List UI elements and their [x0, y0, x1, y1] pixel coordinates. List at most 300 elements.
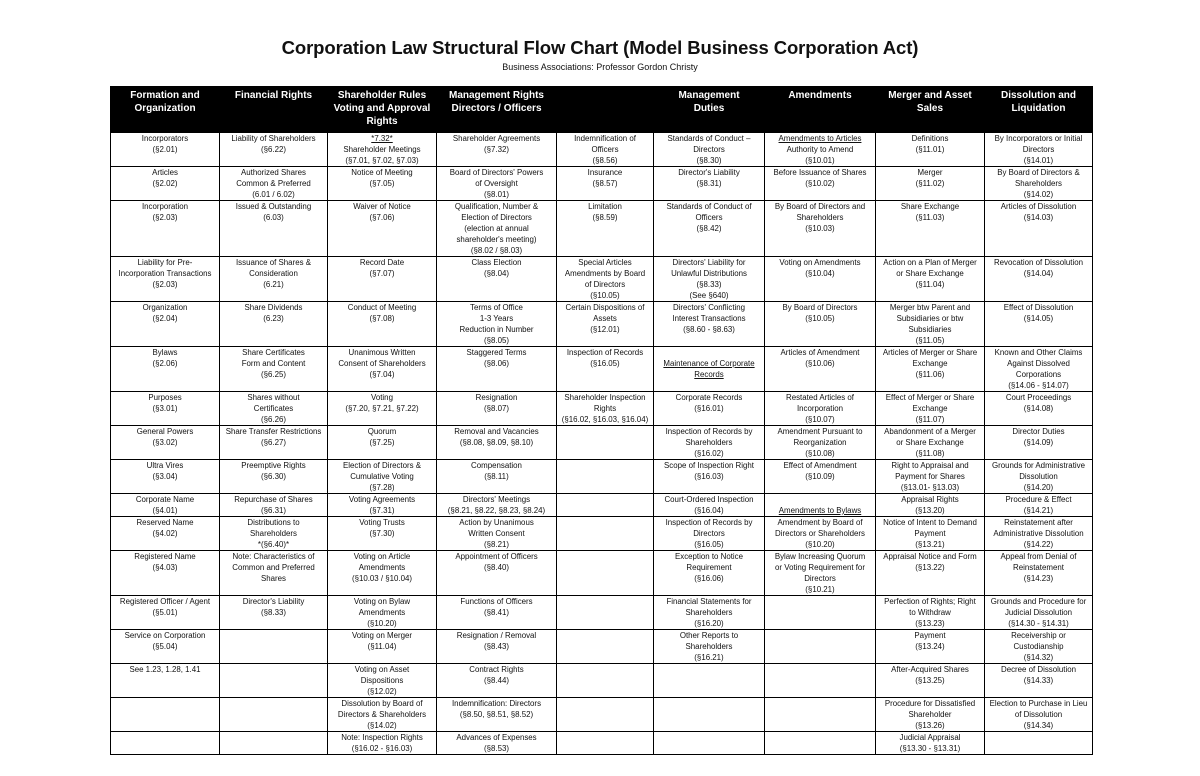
- cell-text: Record Date (§7.07): [359, 258, 405, 278]
- table-row: [111, 698, 1093, 732]
- table-cell: [328, 257, 437, 302]
- cell-text: Receivership or Custodianship (§14.32): [1011, 631, 1066, 662]
- cell-text: Appraisal Notice and Form (§13.22): [883, 552, 977, 572]
- cell-text: Bylaw Increasing Quorum or Voting Requirement for Directors (§10.21): [774, 552, 866, 594]
- table-cell: [437, 460, 557, 494]
- table-cell: [765, 133, 876, 167]
- cell-text: Inspection of Records (§16.05): [566, 348, 644, 368]
- cell-text: Voting on Article Amendments (§10.03 / §10.04): [351, 552, 413, 583]
- table-cell: [557, 302, 654, 347]
- table-cell: [876, 551, 985, 596]
- cell-text: By Board of Directors & Shareholders (§14.02): [997, 168, 1080, 199]
- cell-text: Maintenance of Corporate Records: [663, 359, 755, 379]
- table-cell: [220, 347, 328, 392]
- cell-text: Inspection of Records by Shareholders (§16.02): [665, 427, 753, 458]
- cell-text: Articles of Dissolution (§14.03): [1000, 202, 1077, 222]
- table-cell: [985, 732, 1093, 755]
- cell-text: By Board of Directors (§10.05): [782, 303, 858, 323]
- table-cell: [876, 494, 985, 517]
- table-cell: [557, 426, 654, 460]
- cell-text: Known and Other Claims Against Dissolved Corporations (§14.06 - §14.07): [994, 348, 1083, 390]
- table-row: [111, 302, 1093, 347]
- cell-text: Note: Inspection Rights (§16.02 - §16.03): [341, 733, 423, 753]
- cell-text: Quorum (§7.25): [367, 427, 397, 447]
- table-cell: [111, 732, 220, 755]
- table-body: [111, 133, 1093, 755]
- table-cell: [220, 201, 328, 257]
- column-header: [328, 87, 437, 133]
- cell-text: Staggered Terms (§8.06): [466, 348, 527, 368]
- cell-text: Action by Unanimous Written Consent (§8.21): [459, 518, 534, 549]
- table-cell: [876, 347, 985, 392]
- table-cell: [876, 664, 985, 698]
- table-cell: [876, 460, 985, 494]
- table-cell: [765, 732, 876, 755]
- table-cell: [765, 167, 876, 201]
- cell-text: Before Issuance of Shares (§10.02): [773, 168, 867, 188]
- column-header: [111, 87, 220, 133]
- cell-text: Effect of Dissolution (§14.05): [1003, 303, 1074, 323]
- cell-text: Bylaws (§2.06): [152, 348, 178, 368]
- table-cell: [437, 392, 557, 426]
- table-row: [111, 392, 1093, 426]
- cell-text: Voting Agreements (§7.31): [348, 495, 416, 515]
- cell-text: Corporate Name (§4.01): [135, 495, 195, 515]
- cell-text: Definitions (§11.01): [911, 134, 949, 154]
- table-cell: [328, 732, 437, 755]
- cell-text: Notice of Intent to Demand Payment (§13.21): [883, 518, 977, 549]
- cell-text: Shareholder Inspection Rights (§16.02, §16.03, §16.04): [561, 393, 649, 424]
- cell-text: Director's Liability (§8.31): [678, 168, 740, 188]
- table-cell: [765, 664, 876, 698]
- table-cell: [220, 257, 328, 302]
- column-header: [220, 87, 328, 133]
- cell-text: Share Certificates Form and Content (§6.25): [241, 348, 306, 379]
- table-cell: [654, 494, 765, 517]
- table-cell: [654, 664, 765, 698]
- cell-text: Special Articles Amendments by Board of Directors (§10.05): [564, 258, 646, 300]
- table-cell: [220, 494, 328, 517]
- cell-text: Standards of Conduct of Officers (§8.42): [666, 202, 752, 233]
- table-cell: [220, 551, 328, 596]
- document-subtitle: Business Associations: Professor Gordon Christy: [502, 62, 698, 72]
- table-cell: [765, 347, 876, 392]
- table-cell: [985, 664, 1093, 698]
- table-cell: [765, 596, 876, 630]
- table-cell: [437, 426, 557, 460]
- table-cell: [654, 460, 765, 494]
- table-cell: [654, 302, 765, 347]
- cell-text: Director Duties (§14.09): [1012, 427, 1065, 447]
- cell-text: By Incorporators or Initial Directors (§14.01): [994, 134, 1083, 165]
- cell-text: Procedure for Dissatisfied Shareholder (§13.26): [884, 699, 976, 730]
- table-cell: [985, 426, 1093, 460]
- cell-text: Conduct of Meeting (§7.08): [347, 303, 417, 323]
- cell-text: Voting Trusts (§7.30): [359, 518, 405, 538]
- cell-text: Resignation (§8.07): [475, 393, 518, 413]
- table-cell: [220, 698, 328, 732]
- table-cell: [876, 698, 985, 732]
- table-cell: [111, 302, 220, 347]
- cell-text: Election to Purchase in Lieu of Dissolution (§14.34): [989, 699, 1088, 730]
- cell-text: Election of Directors & Cumulative Voting (§7.28): [342, 461, 422, 492]
- cell-text: Board of Directors' Powers of Oversight (§8.01): [449, 168, 544, 199]
- table-cell: [111, 596, 220, 630]
- table-cell: [328, 698, 437, 732]
- table-cell: [220, 426, 328, 460]
- table-cell: [765, 494, 876, 517]
- cell-text: Judicial Appraisal (§13.30 - §13.31): [899, 733, 961, 753]
- table-cell: [328, 517, 437, 551]
- table-row: [111, 460, 1093, 494]
- cell-text: Standards of Conduct – Directors (§8.30): [667, 134, 751, 165]
- table-cell: [437, 201, 557, 257]
- cell-text: Resignation / Removal (§8.43): [456, 631, 537, 651]
- cell-text: Unanimous Written Consent of Shareholders (§7.04): [338, 348, 426, 379]
- table-cell: [765, 460, 876, 494]
- table-row: [111, 494, 1093, 517]
- table-cell: [557, 698, 654, 732]
- table-cell: [765, 551, 876, 596]
- cell-text: Organization (§2.04): [142, 303, 188, 323]
- column-header: [437, 87, 557, 133]
- cell-text: Certain Dispositions of Assets (§12.01): [565, 303, 645, 334]
- table-cell: [437, 302, 557, 347]
- table-cell: [654, 698, 765, 732]
- table-cell: [654, 426, 765, 460]
- column-header-label: Management Rights Directors / Officers: [448, 90, 544, 114]
- cell-text: After-Acquired Shares (§13.25): [891, 665, 969, 685]
- table-cell: [985, 347, 1093, 392]
- table-cell: [111, 133, 220, 167]
- table-cell: [437, 596, 557, 630]
- cell-text: Restated Articles of Incorporation (§10.07): [786, 393, 854, 424]
- table-row: [111, 167, 1093, 201]
- table-cell: [654, 630, 765, 664]
- column-header-label: Management Duties: [678, 90, 740, 114]
- cell-text: Registered Officer / Agent (§5.01): [119, 597, 211, 617]
- cell-text: Class Election (§8.04): [471, 258, 522, 278]
- table-cell: [220, 133, 328, 167]
- table-cell: [111, 630, 220, 664]
- table-cell: [437, 347, 557, 392]
- table-cell: [328, 201, 437, 257]
- table-cell: [985, 460, 1093, 494]
- cell-text: Note: Characteristics of Common and Preferred Shares: [232, 552, 315, 583]
- cell-text: Articles of Amendment (§10.06): [780, 348, 860, 368]
- table-cell: [437, 494, 557, 517]
- table-row: [111, 201, 1093, 257]
- table-row: [111, 596, 1093, 630]
- table-cell: [557, 460, 654, 494]
- table-cell: [654, 257, 765, 302]
- table-cell: [437, 133, 557, 167]
- table-cell: [654, 596, 765, 630]
- cell-text: Articles (§2.02): [152, 168, 178, 188]
- cell-text: Amendment by Board of Directors or Shareholders (§10.20): [775, 518, 865, 549]
- cell-text: Effect of Merger or Share Exchange (§11.07): [885, 393, 975, 424]
- cell-text: Share Exchange (§11.03): [900, 202, 960, 222]
- table-cell: [985, 698, 1093, 732]
- table-cell: [111, 698, 220, 732]
- table-cell: [985, 517, 1093, 551]
- cell-text: Removal and Vacancies (§8.08, §8.09, §8.10): [454, 427, 539, 447]
- table-cell: [557, 392, 654, 426]
- column-header-label: Formation and Organization: [130, 90, 200, 114]
- table-cell: [111, 167, 220, 201]
- table-cell: [328, 630, 437, 664]
- cell-text: Registered Name (§4.03): [134, 552, 196, 572]
- table-cell: [876, 426, 985, 460]
- column-header: [985, 87, 1093, 133]
- cell-text: Directors' Conflicting Interest Transactions (§8.60 - §8.63): [672, 303, 746, 334]
- cell-text: Voting on Bylaw Amendments (§10.20): [353, 597, 411, 628]
- table-cell: [557, 596, 654, 630]
- table-cell: [876, 201, 985, 257]
- table-cell: [876, 302, 985, 347]
- table-cell: [220, 630, 328, 664]
- table-cell: [654, 732, 765, 755]
- cell-text: Functions of Officers (§8.41): [460, 597, 533, 617]
- table-cell: [111, 664, 220, 698]
- cell-text: Purposes (§3.01): [148, 393, 182, 413]
- cell-text: Director's Liability (§8.33): [242, 597, 305, 617]
- table-cell: [437, 664, 557, 698]
- cell-text: Indemnification of Officers (§8.56): [574, 134, 636, 165]
- table-cell: [328, 302, 437, 347]
- cell-text: Financial Statements for Shareholders (§16.20): [666, 597, 752, 628]
- table-cell: [557, 664, 654, 698]
- cell-text: Perfection of Rights; Right to Withdraw (§13.23): [884, 597, 976, 628]
- cell-text: Contract Rights (§8.44): [469, 665, 524, 685]
- column-header: [654, 87, 765, 133]
- cell-text: Articles of Merger or Share Exchange (§11.06): [882, 348, 978, 379]
- table-cell: [328, 133, 437, 167]
- table-cell: [765, 201, 876, 257]
- cell-text: Advances of Expenses (§8.53): [456, 733, 537, 753]
- cell-text: Voting on Asset Dispositions (§12.02): [354, 665, 410, 696]
- cell-text: Notice of Meeting (§7.05): [351, 168, 413, 188]
- column-header-label: Financial Rights: [234, 90, 313, 101]
- table-cell: [220, 302, 328, 347]
- column-header: [876, 87, 985, 133]
- table-row: [111, 664, 1093, 698]
- table-cell: [328, 347, 437, 392]
- cell-text: Appeal from Denial of Reinstatement (§14.23): [1000, 552, 1077, 583]
- table-cell: [985, 133, 1093, 167]
- cell-text: Shares without Certificates (§6.26): [247, 393, 300, 424]
- cell-text: Incorporators (§2.01): [141, 134, 189, 154]
- cell-text: Ultra Vires (§3.04): [146, 461, 184, 481]
- table-cell: [111, 392, 220, 426]
- table-cell: [876, 596, 985, 630]
- cell-text: Grounds for Administrative Dissolution (§14.20): [992, 461, 1085, 492]
- column-header-label: Merger and Asset Sales: [888, 90, 972, 114]
- table-row: [111, 732, 1093, 755]
- table-cell: [985, 257, 1093, 302]
- cell-text: Liability for Pre- Incorporation Transactions (§2.03): [118, 258, 212, 289]
- table-cell: [437, 698, 557, 732]
- cell-text: Voting on Amendments (§10.04): [779, 258, 861, 278]
- flow-chart-table: [110, 86, 1093, 755]
- table-cell: [985, 494, 1093, 517]
- cell-text: Distributions to Shareholders *(§6.40)*: [247, 518, 300, 549]
- cell-text: Issuance of Shares & Consideration (6.21): [235, 258, 311, 289]
- cell-text: Share Transfer Restrictions (§6.27): [225, 427, 322, 447]
- table-cell: [876, 732, 985, 755]
- cell-text: Abandonment of a Merger or Share Exchange (§11.08): [884, 427, 976, 458]
- table-cell: [111, 426, 220, 460]
- table-cell: [111, 494, 220, 517]
- cell-text: Insurance (§8.57): [587, 168, 623, 188]
- cell-text: Revocation of Dissolution (§14.04): [993, 258, 1084, 278]
- table-cell: [328, 460, 437, 494]
- table-cell: [985, 630, 1093, 664]
- table-cell: [328, 494, 437, 517]
- cell-text: Scope of Inspection Right (§16.03): [664, 461, 754, 481]
- cell-text: Appraisal Rights (§13.20): [901, 495, 959, 515]
- table-cell: [765, 630, 876, 664]
- table-cell: [111, 347, 220, 392]
- table-cell: [437, 732, 557, 755]
- cell-text: Merger btw Parent and Subsidiaries or btw Subsidiaries (§11.05): [889, 303, 971, 345]
- table-cell: [654, 201, 765, 257]
- table-cell: [220, 392, 328, 426]
- table-cell: [437, 551, 557, 596]
- table-cell: [654, 517, 765, 551]
- table-cell: [557, 494, 654, 517]
- table-cell: [654, 551, 765, 596]
- table-cell: [111, 201, 220, 257]
- cell-text: Voting (§7.20, §7.21, §7.22): [345, 393, 419, 413]
- table-cell: [765, 302, 876, 347]
- cell-text: Liability of Shareholders (§6.22): [231, 134, 316, 154]
- cell-text: *7.32* Shareholder Meetings (§7.01, §7.02, §7.03): [343, 134, 421, 165]
- table-cell: [557, 517, 654, 551]
- header-row: [111, 87, 1093, 133]
- table-cell: [220, 664, 328, 698]
- cell-text: Waiver of Notice (§7.06): [353, 202, 411, 222]
- cell-text: Service on Corporation (§5.04): [124, 631, 206, 651]
- table-cell: [654, 167, 765, 201]
- table-cell: [654, 133, 765, 167]
- table-cell: [557, 257, 654, 302]
- table-cell: [765, 392, 876, 426]
- cell-text: Decree of Dissolution (§14.33): [1001, 665, 1076, 685]
- cell-text: Payment (§13.24): [914, 631, 946, 651]
- cell-text: Preemptive Rights (§6.30): [241, 461, 306, 481]
- cell-text: Corporate Records (§16.01): [675, 393, 743, 413]
- table-row: [111, 133, 1093, 167]
- table-cell: [985, 201, 1093, 257]
- cell-text: Appointment of Officers (§8.40): [455, 552, 538, 572]
- table-cell: [220, 517, 328, 551]
- column-header-label: Amendments: [788, 90, 852, 101]
- cell-text: Limitation (§8.59): [588, 202, 622, 222]
- cell-text: Exception to Notice Requirement (§16.06): [675, 552, 743, 583]
- cell-text: Dissolution by Board of Directors & Shareholders (§14.02): [337, 699, 427, 730]
- table-cell: [557, 630, 654, 664]
- table-cell: [111, 517, 220, 551]
- table-cell: [765, 426, 876, 460]
- table-cell: [437, 630, 557, 664]
- cell-text: Authorized Shares Common & Preferred (6.01 / 6.02): [236, 168, 311, 199]
- cell-text: Shareholder Agreements (§7.32): [452, 134, 541, 154]
- cell-text: See 1.23, 1.28, 1.41: [129, 665, 201, 674]
- table-cell: [220, 596, 328, 630]
- table-cell: [765, 257, 876, 302]
- cell-text: Amendment Pursuant to Reorganization (§10.08): [777, 427, 863, 458]
- table-cell: [765, 517, 876, 551]
- column-header: [765, 87, 876, 133]
- table-cell: [876, 392, 985, 426]
- table-cell: [111, 257, 220, 302]
- cell-text: Directors' Liability for Unlawful Distributions (§8.33) (See §640): [671, 258, 747, 300]
- table-cell: [437, 517, 557, 551]
- table-cell: [765, 698, 876, 732]
- table-cell: [985, 596, 1093, 630]
- table-cell: [328, 167, 437, 201]
- table-row: [111, 551, 1093, 596]
- cell-text: Qualification, Number & Election of Directors (election at annual shareholder's meeting) (§8.02 / §8.03): [454, 202, 539, 255]
- table-cell: [985, 392, 1093, 426]
- table-row: [111, 426, 1093, 460]
- table-cell: [557, 167, 654, 201]
- table-cell: [328, 426, 437, 460]
- cell-text: Voting on Merger (§11.04): [351, 631, 413, 651]
- table-cell: [985, 167, 1093, 201]
- table-cell: [876, 167, 985, 201]
- table-cell: [557, 347, 654, 392]
- cell-text: Share Dividends (6.23): [244, 303, 303, 323]
- cell-text: Terms of Office 1-3 Years Reduction in Number (§8.05): [459, 303, 534, 345]
- cell-text: Merger (§11.02): [915, 168, 945, 188]
- table-cell: [654, 347, 765, 392]
- column-header: [557, 87, 654, 133]
- cell-text: Issued & Outstanding (6.03): [235, 202, 312, 222]
- table-cell: [437, 167, 557, 201]
- cell-text: Indemnification: Directors (§8.50, §8.51, §8.52): [451, 699, 542, 719]
- cell-text: Right to Appraisal and Payment for Shares (§13.01- §13.03): [891, 461, 969, 492]
- table-cell: [220, 732, 328, 755]
- table-cell: [220, 167, 328, 201]
- cell-text: Compensation (§8.11): [471, 461, 522, 481]
- cell-text: Repurchase of Shares (§6.31): [234, 495, 313, 515]
- cell-text: Amendments to Bylaws: [778, 506, 862, 515]
- document-title: Corporation Law Structural Flow Chart (Model Business Corporation Act): [281, 37, 919, 58]
- table-cell: [111, 460, 220, 494]
- table-cell: [876, 630, 985, 664]
- table-cell: [557, 133, 654, 167]
- cell-text: Action on a Plan of Merger or Share Exchange (§11.04): [883, 258, 977, 289]
- table-cell: [437, 257, 557, 302]
- table-cell: [328, 551, 437, 596]
- table-cell: [985, 551, 1093, 596]
- table-cell: [557, 732, 654, 755]
- cell-text: Other Reports to Shareholders (§16.21): [679, 631, 739, 662]
- table-cell: [328, 664, 437, 698]
- column-header-label: Shareholder Rules Voting and Approval Rights: [333, 90, 431, 127]
- cell-text: Reinstatement after Administrative Dissolution (§14.22): [993, 518, 1084, 549]
- cell-text: By Board of Directors and Shareholders (§10.03): [774, 202, 866, 233]
- cell-text: Court-Ordered Inspection (§16.04): [664, 495, 754, 515]
- cell-text: General Powers (§3.02): [136, 427, 194, 447]
- table-cell: [876, 133, 985, 167]
- table-row: [111, 630, 1093, 664]
- table-cell: [328, 392, 437, 426]
- table-cell: [985, 302, 1093, 347]
- table-row: [111, 347, 1093, 392]
